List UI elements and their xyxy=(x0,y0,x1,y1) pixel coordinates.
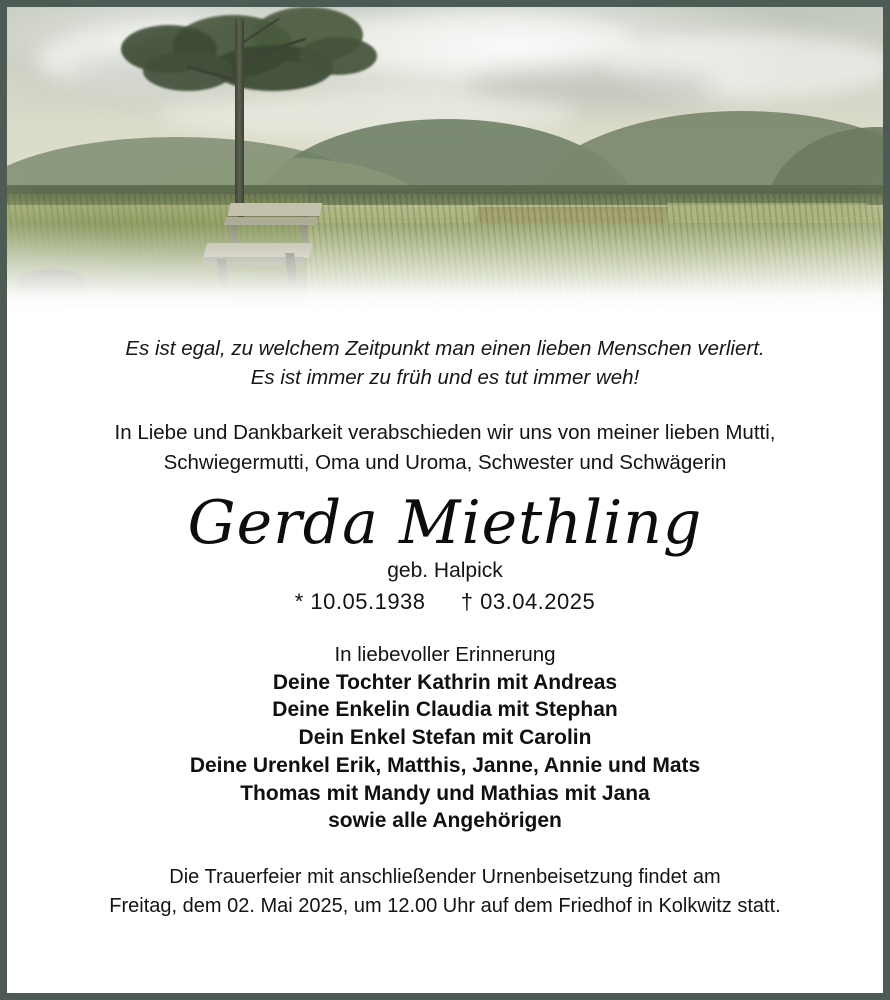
maiden-name: geb. Halpick xyxy=(387,558,503,582)
birth-date: * 10.05.1938 xyxy=(294,588,426,614)
quote-line-2: Es ist immer zu früh und es tut immer weh! xyxy=(250,366,640,390)
introduction xyxy=(37,418,853,477)
obituary-text xyxy=(7,312,883,993)
list-item: Dein Enkel Stefan mit Carolin xyxy=(298,726,592,750)
list-item: Deine Tochter Kathrin mit Andreas xyxy=(272,670,618,694)
list-item: Thomas mit Mandy und Mathias mit Jana xyxy=(240,781,650,805)
life-dates xyxy=(37,589,853,615)
photo-bottom-fade xyxy=(7,222,883,312)
quote-line-1: Es ist egal, zu welchem Zeitpunkt man einen lieben Menschen verliert. xyxy=(125,337,765,360)
deceased-name: Gerda Miethling xyxy=(187,487,703,558)
memorial-photo xyxy=(7,7,883,312)
death-date: † 03.04.2025 xyxy=(460,588,596,614)
quote xyxy=(37,334,853,392)
intro-line-2: Schwiegermutti, Oma und Uroma, Schwester und Schwägerin xyxy=(163,450,727,474)
list-item: Deine Urenkel Erik, Matthis, Janne, Annie und Mats xyxy=(189,753,701,777)
ceremony-line-2: Freitag, dem 02. Mai 2025, um 12.00 Uhr auf dem Friedhof in Kolkwitz statt. xyxy=(109,894,781,917)
list-item: Deine Enkelin Claudia mit Stephan xyxy=(272,698,618,722)
list-item: sowie alle Angehörigen xyxy=(328,809,562,833)
ceremony-details xyxy=(37,863,853,921)
intro-line-1: In Liebe und Dankbarkeit verabschieden wir uns von meiner lieben Mutti, xyxy=(114,421,776,445)
family-list xyxy=(37,669,853,835)
memory-heading: In liebevoller Erinnerung xyxy=(334,642,556,666)
ceremony-line-1: Die Trauerfeier mit anschließender Urnenbeisetzung findet am xyxy=(169,865,721,888)
